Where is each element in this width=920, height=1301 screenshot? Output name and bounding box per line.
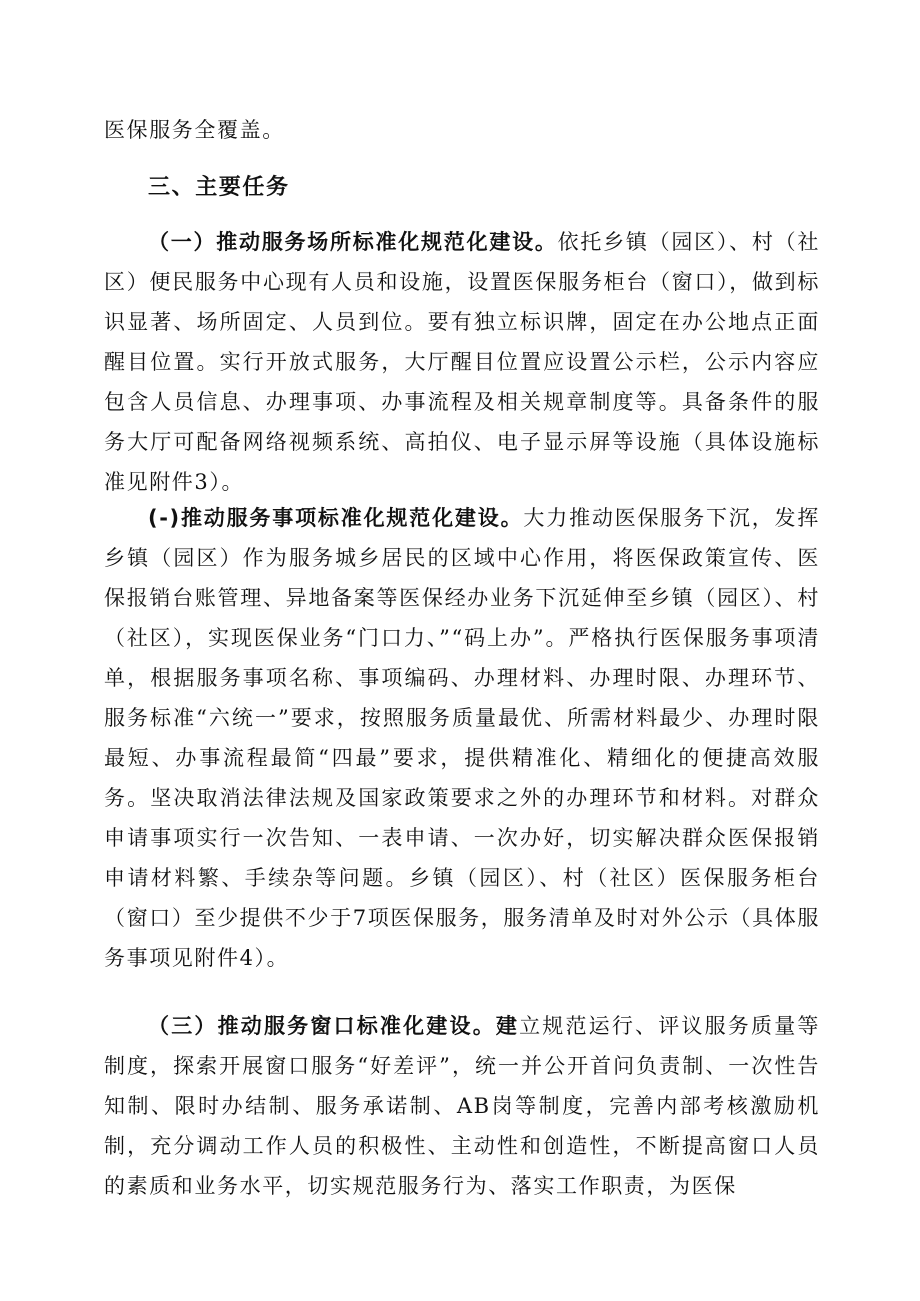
continuation-text: 医保服务全覆盖。	[104, 118, 285, 142]
paragraph-body: 依托乡镇（园区）、村（社区）便民服务中心现有人员和设施，设置医保服务柜台（窗口），做到标识显著、场所固定、人员到位。要有独立标识牌，固定在办公地点正面醒目位置。实行开放式服务，大厅醒目位置应设置公示栏，公示内容应包含人员信息、办理事项、办事流程及相关规章制度等。具备条件的服务大厅可配备网络视频系统、高拍仪、电子显示屏等设施（具体设施标准见附件3）。	[104, 230, 820, 494]
paragraph-body: 立规范运行、评议服务质量等制度，探索开展窗口服务“好差评”，统一并公开首问负责制、一次性告知制、限时办结制、服务承诺制、AB岗等制度，完善内部考核激励机制，充分调动工作人员的积极性、主动性和创造性，不断提高窗口人员的素质和业务水平，切实规范服务行为、落实工作职责，为医保	[104, 1014, 820, 1198]
paragraph-service-venue	[104, 222, 820, 502]
paragraph-body: 大力推动医保服务下沉，发挥乡镇（园区）作为服务城乡居民的区域中心作用，将医保政策宣传、医保报销台账管理、异地备案等医保经办业务下沉延伸至乡镇（园区）、村（社区），实现医保业务“门口力、”“码上办”。严格执行医保服务事项清单，根据服务事项名称、事项编码、办理材料、办理时限、办理环节、服务标准“六统一”要求，按照服务质量最优、所需材料最少、办理时限最短、办事流程最简“四最”要求，提供精准化、精细化的便捷高效服务。坚决取消法律法规及国家政策要求之外的办理环节和材料。对群众申请事项实行一次告知、一表申请、一次办好，切实解决群众医保报销申请材料繁、手续杂等问题。乡镇（园区）、村（社区）医保服务柜台（窗口）至少提供不少于7项医保服务，服务清单及时对外公示（具体服务事项见附件4）。	[104, 506, 820, 970]
paragraph-service-window	[104, 1006, 820, 1206]
paragraph-service-items	[104, 498, 820, 978]
paragraph-lead: （一）推动服务场所标准化规范化建设。	[148, 230, 558, 254]
section-heading: 三、主要任务	[148, 175, 290, 200]
paragraph-lead: （三）推动服务窗口标准化建设。建	[148, 1014, 520, 1038]
paragraph-lead: (-)推动服务事项标准化规范化建设。	[148, 506, 524, 530]
